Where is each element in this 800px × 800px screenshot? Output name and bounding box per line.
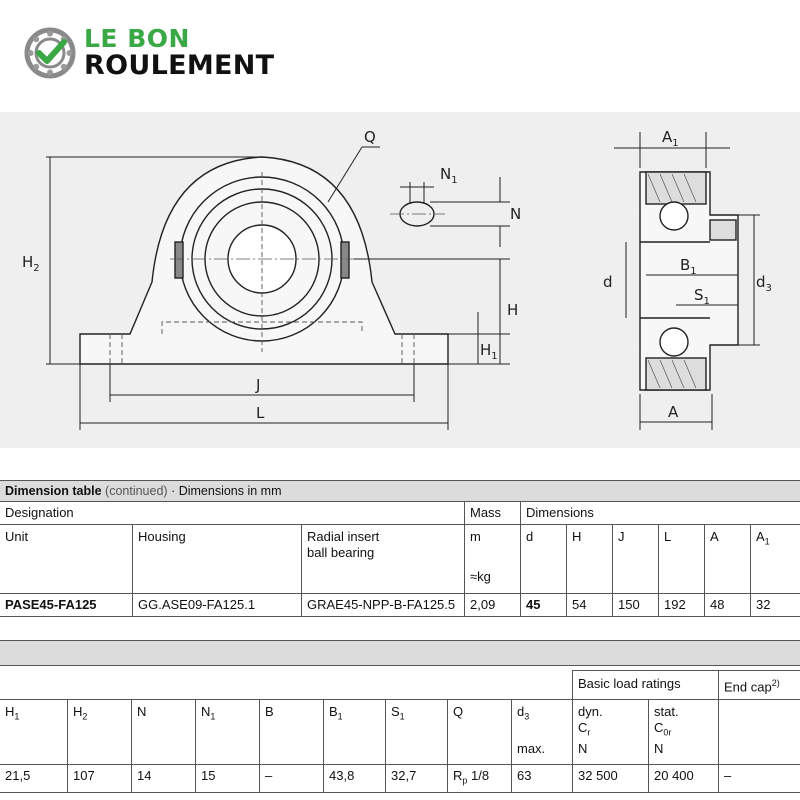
cell-housing: GG.ASE09-FA125.1 (133, 594, 302, 617)
header-bearing: Radial insert ball bearing (302, 525, 465, 594)
label-h1: $H_1$ (480, 341, 498, 362)
cell-h2: 107 (68, 765, 132, 793)
cell-n: 14 (132, 765, 196, 793)
label-n1: $N_1$ (440, 165, 458, 186)
technical-drawing (0, 112, 800, 448)
table-row (0, 765, 800, 793)
cell-s1: 32,7 (386, 765, 448, 793)
header-designation: Designation (0, 502, 465, 525)
label-s1: $S_1$ (694, 286, 710, 307)
header-n1: $N_1$ (196, 700, 260, 765)
cell-h: 54 (567, 594, 613, 617)
cell-unit: PASE45-FA125 (0, 594, 133, 617)
cell-b1: 43,8 (324, 765, 386, 793)
header-j: J (613, 525, 659, 594)
header-h2: $H_2$ (68, 700, 132, 765)
cell-bearing: GRAE45-NPP-B-FA125.5 (302, 594, 465, 617)
header-b1: $B_1$ (324, 700, 386, 765)
header-a: A (705, 525, 751, 594)
label-n: N (510, 205, 522, 223)
drawing-svg (0, 112, 800, 448)
cell-a1: 32 (751, 594, 800, 617)
header-basic-load: Basic load ratings (573, 671, 719, 700)
logo-line2: ROULEMENT (84, 50, 275, 81)
header-l: L (659, 525, 705, 594)
table-row (0, 594, 800, 617)
cell-end-cap: – (719, 765, 800, 793)
cell-d: 45 (521, 594, 567, 617)
header-dimensions: Dimensions (521, 502, 800, 525)
label-a: A (668, 403, 679, 421)
header-h: H (567, 525, 613, 594)
label-d: d (603, 273, 613, 291)
header-b: B (260, 700, 324, 765)
label-h: H (507, 301, 519, 319)
header-d: d (521, 525, 567, 594)
table-title: Dimension table (continued) · Dimensions in mm (0, 481, 800, 502)
cell-cr: 32 500 (573, 765, 649, 793)
header-s1: $S_1$ (386, 700, 448, 765)
header-m: m ≈kg (465, 525, 521, 594)
header-end-cap: End cap$^{2)}$ (719, 671, 800, 700)
bearing-check-icon (24, 27, 76, 79)
label-q: Q (364, 128, 376, 146)
header (0, 0, 800, 112)
label-b1: $B_1$ (680, 256, 697, 277)
header-n: N (132, 700, 196, 765)
section-divider (0, 640, 800, 666)
dimension-table-1 (0, 480, 800, 617)
dimension-table-2 (0, 670, 800, 793)
label-a1: $A_1$ (662, 128, 679, 149)
header-housing: Housing (133, 525, 302, 594)
cell-c0r: 20 400 (649, 765, 719, 793)
cell-a: 48 (705, 594, 751, 617)
cell-n1: 15 (196, 765, 260, 793)
cell-b: – (260, 765, 324, 793)
header-q: Q (448, 700, 512, 765)
logo[interactable] (24, 26, 274, 79)
cell-j: 150 (613, 594, 659, 617)
cell-h1: 21,5 (0, 765, 68, 793)
header-dyn: dyn. $C_r$ N (573, 700, 649, 765)
header-end-cap-col (719, 700, 800, 765)
header-d3: $d_3$ max. (512, 700, 573, 765)
cell-q: $R_p$ 1/8 (448, 765, 512, 793)
label-j: J (256, 376, 261, 394)
header-unit: Unit (5, 529, 29, 544)
header-mass: Mass (465, 502, 521, 525)
header-a1: $A_1$ (751, 525, 800, 594)
header-h1: $H_1$ (0, 700, 68, 765)
cell-mass: 2,09 (465, 594, 521, 617)
label-h2: $H_2$ (22, 253, 40, 274)
cell-l: 192 (659, 594, 705, 617)
cell-d3: 63 (512, 765, 573, 793)
header-stat: stat. $C_{0r}$ N (649, 700, 719, 765)
label-d3: $d_3$ (756, 273, 772, 294)
logo-line1: LE BON (84, 24, 190, 53)
label-l: L (256, 404, 265, 422)
